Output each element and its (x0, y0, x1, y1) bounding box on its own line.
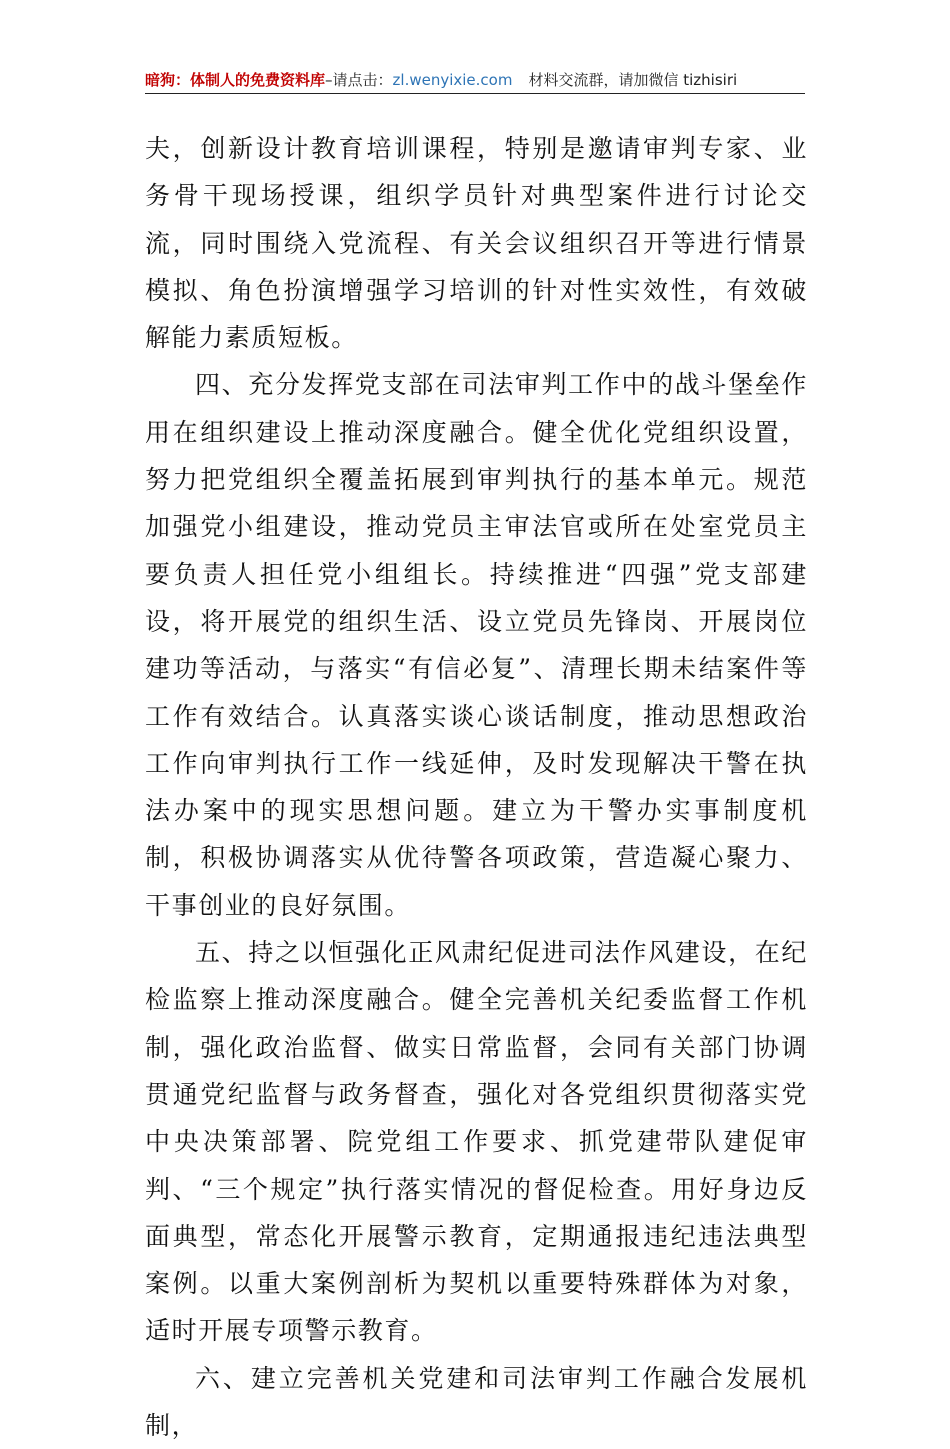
header-wechat-note: 材料交流群，请加微信 tizhisiri (528, 71, 738, 89)
page-header (145, 68, 805, 92)
header-brand: 暗狗：体制人的免费资料库 (145, 71, 326, 89)
paragraph-continued: 夫，创新设计教育培训课程，特别是邀请审判专家、业务骨干现场授课，组织学员针对典型案件进行讨论交流，同时围绕入党流程、有关会议组织召开等进行情景模拟、角色扮演增强学习培训的针对性实效性，有效破解能力素质短板。 (145, 134, 808, 353)
document-body (145, 125, 808, 1449)
paragraph-section-six: 六、建立完善机关党建和司法审判工作融合发展机制， (145, 1363, 808, 1441)
paragraph-section-five: 五、持之以恒强化正风肃纪促进司法作风建设，在纪检监察上推动深度融合。健全完善机关纪委监督工作机制，强化政治监督、做实日常监督，会同有关部门协调贯通党纪监督与政务督查，强化对各党组织贯彻落实党中央决策部署、院党组工作要求、抓党建带队建促审判、“三个规定”执行落实情况的督促检查。用好身边反面典型，常态化开展警示教育，定期通报违纪违法典型案例。以重大案例剖析为契机以重要特殊群体为对象，适时开展专项警示教育。 (145, 938, 808, 1346)
header-link[interactable]: zl.wenyixie.com (392, 71, 513, 89)
header-prompt: –请点击： (325, 71, 393, 89)
paragraph-section-four: 四、充分发挥党支部在司法审判工作中的战斗堡垒作用在组织建设上推动深度融合。健全优化党组织设置，努力把党组织全覆盖拓展到审判执行的基本单元。规范加强党小组建设，推动党员主审法官或所在处室党员主要负责人担任党小组组长。持续推进“四强”党支部建设，将开展党的组织生活、设立党员先锋岗、开展岗位建功等活动，与落实“有信必复”、清理长期未结案件等工作有效结合。认真落实谈心谈话制度，推动思想政治工作向审判执行工作一线延伸，及时发现解决干警在执法办案中的现实思想问题。建立为干警办实事制度机制，积极协调落实从优待警各项政策，营造凝心聚力、干事创业的良好氛围。 (145, 370, 808, 920)
header-divider (145, 93, 805, 94)
